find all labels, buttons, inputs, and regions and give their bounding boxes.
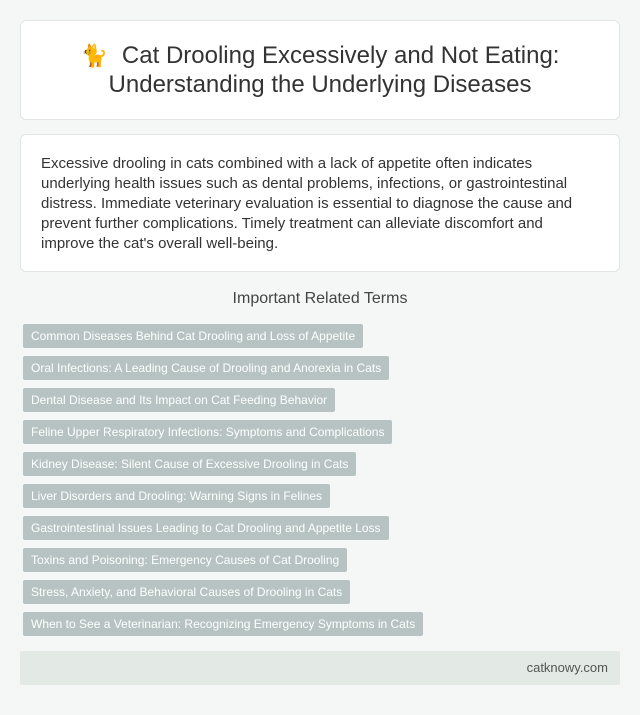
related-term-tag[interactable]: Liver Disorders and Drooling: Warning Signs in Felines xyxy=(23,484,330,508)
summary-card xyxy=(20,134,620,272)
footer xyxy=(20,651,620,685)
related-term-tag[interactable]: Common Diseases Behind Cat Drooling and Loss of Appetite xyxy=(23,324,363,348)
related-terms-list xyxy=(23,324,620,644)
related-term-tag[interactable]: Stress, Anxiety, and Behavioral Causes of Drooling in Cats xyxy=(23,580,350,604)
related-term-tag[interactable]: Feline Upper Respiratory Infections: Symptoms and Complications xyxy=(23,420,392,444)
title-card xyxy=(20,20,620,120)
page-title-text: Cat Drooling Excessively and Not Eating: Understanding the Underlying Diseases xyxy=(108,42,560,98)
related-term-tag[interactable]: Toxins and Poisoning: Emergency Causes of Cat Drooling xyxy=(23,548,347,572)
related-term-tag[interactable]: Dental Disease and Its Impact on Cat Feeding Behavior xyxy=(23,388,335,412)
related-term-tag[interactable]: When to See a Veterinarian: Recognizing Emergency Symptoms in Cats xyxy=(23,612,423,636)
related-term-tag[interactable]: Kidney Disease: Silent Cause of Excessive Drooling in Cats xyxy=(23,452,356,476)
footer-site-link[interactable]: catknowy.com xyxy=(526,660,608,675)
related-term-tag[interactable]: Gastrointestinal Issues Leading to Cat Drooling and Appetite Loss xyxy=(23,516,389,540)
cat-icon: 🐈 xyxy=(80,43,108,68)
summary-text: Excessive drooling in cats combined with a lack of appetite often indicates underlying health issues such as dental problems, infections, or gastrointestinal distress. Immediate veterinary evaluation is essential to diagnose the cause and prevent further complications. Timely treatment can alleviate discomfort and improve the cat's overall well-being. xyxy=(41,155,573,252)
related-term-tag[interactable]: Oral Infections: A Leading Cause of Drooling and Anorexia in Cats xyxy=(23,356,389,380)
related-terms-heading: Important Related Terms xyxy=(232,290,408,307)
page-title xyxy=(21,41,619,99)
